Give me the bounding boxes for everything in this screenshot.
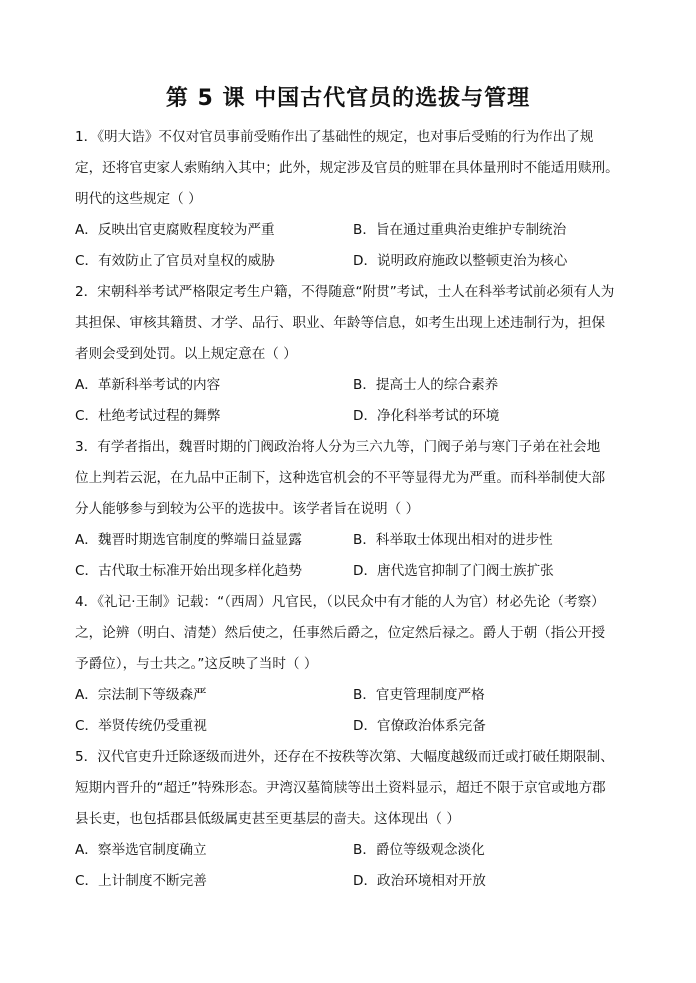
question-2	[75, 277, 623, 432]
question-1-line-3: 明代的这些规定（ ）	[75, 191, 202, 207]
question-5-option-d: D．政治环境相对开放	[353, 873, 486, 889]
question-1-option-c: C．有效防止了官员对皇权的威胁	[75, 253, 275, 269]
question-1-line-2: 定，还将官吏家人索贿纳入其中；此外，规定涉及官员的赃罪在具体量刑时不能适用赎刑。	[75, 160, 619, 176]
question-4-options-row-1	[75, 680, 623, 711]
question-1	[75, 122, 623, 277]
question-3-option-a: A．魏晋时期选官制度的弊端日益显露	[75, 532, 302, 548]
question-4-option-a: A．宗法制下等级森严	[75, 687, 207, 703]
question-2-option-b: B．提高士人的综合素养	[353, 377, 499, 393]
question-5-options-row-1	[75, 835, 623, 866]
question-3-line-3: 分人能够参与到较为公平的选拔中。该学者旨在说明（ ）	[75, 501, 420, 517]
question-1-option-a: A．反映出官吏腐败程度较为严重	[75, 222, 275, 238]
question-4-option-b: B．官吏管理制度严格	[353, 687, 485, 703]
question-1-option-d: D．说明政府施政以整顿吏治为核心	[353, 253, 568, 269]
question-4-option-c: C．举贤传统仍受重视	[75, 718, 207, 734]
question-3-options-row-1	[75, 525, 623, 556]
question-5-line-1: 5．汉代官吏升迁除逐级而进外，还存在不按秩等次第、大幅度越级而迁或打破任期限制、	[75, 749, 614, 765]
page-title: 第 5 课 中国古代官员的选拔与管理	[165, 86, 531, 111]
question-4-option-d: D．官僚政治体系完备	[353, 718, 486, 734]
question-4-options-row-2	[75, 711, 623, 742]
question-2-line-3: 者则会受到处罚。以上规定意在（ ）	[75, 346, 297, 362]
question-list	[75, 122, 623, 897]
question-2-options-row-2	[75, 401, 623, 432]
question-3-line-1: 3．有学者指出，魏晋时期的门阀政治将人分为三六九等，门阀子弟与寒门子弟在社会地	[75, 439, 601, 455]
question-4-line-2: 之，论辨（明白、清楚）然后使之，任事然后爵之，位定然后禄之。爵人于朝（指公开授	[75, 625, 606, 641]
question-5	[75, 742, 623, 897]
question-5-option-c: C．上计制度不断完善	[75, 873, 207, 889]
question-2-option-d: D．净化科举考试的环境	[353, 408, 500, 424]
question-2-line-1: 2．宋朝科举考试严格限定考生户籍，不得随意“附贯”考试，士人在科举考试前必须有人为	[75, 284, 615, 300]
question-1-options-row-1	[75, 215, 623, 246]
question-3	[75, 432, 623, 587]
question-2-options-row-1	[75, 370, 623, 401]
question-4-line-3: 予爵位），与士共之。”这反映了当时（ ）	[75, 656, 318, 672]
question-4	[75, 587, 623, 742]
question-5-option-a: A．察举选官制度确立	[75, 842, 207, 858]
question-2-option-a: A．革新科举考试的内容	[75, 377, 221, 393]
question-3-line-2: 位上判若云泥，在九品中正制下，这种选官机会的不平等显得尤为严重。而科举制使大部	[75, 470, 606, 486]
question-1-option-b: B．旨在通过重典治吏维护专制统治	[353, 222, 567, 238]
question-5-option-b: B．爵位等级观念淡化	[353, 842, 485, 858]
question-2-option-c: C．杜绝考试过程的舞弊	[75, 408, 221, 424]
question-3-option-b: B．科举取士体现出相对的进步性	[353, 532, 553, 548]
question-2-line-2: 其担保、审核其籍贯、才学、品行、职业、年龄等信息，如考生出现上述违制行为，担保	[75, 315, 606, 331]
question-3-options-row-2	[75, 556, 623, 587]
question-1-line-1: 1．《明大诰》不仅对官员事前受贿作出了基础性的规定，也对事后受贿的行为作出了规	[75, 129, 594, 145]
question-4-line-1: 4．《礼记·王制》记载：“（西周）凡官民，（以民众中有才能的人为官）材必先论（考察）	[75, 594, 605, 610]
question-3-option-d: D．唐代选官抑制了门阀士族扩张	[353, 563, 554, 579]
question-5-options-row-2	[75, 866, 623, 897]
question-1-options-row-2	[75, 246, 623, 277]
question-5-line-2: 短期内晋升的“超迁”特殊形态。尹湾汉墓简牍等出土资料显示，超迁不限于京官或地方郡	[75, 780, 606, 796]
question-3-option-c: C．古代取士标准开始出现多样化趋势	[75, 563, 302, 579]
question-5-line-3: 县长吏，也包括郡县低级属吏甚至更基层的啬夫。这体现出（ ）	[75, 811, 460, 827]
